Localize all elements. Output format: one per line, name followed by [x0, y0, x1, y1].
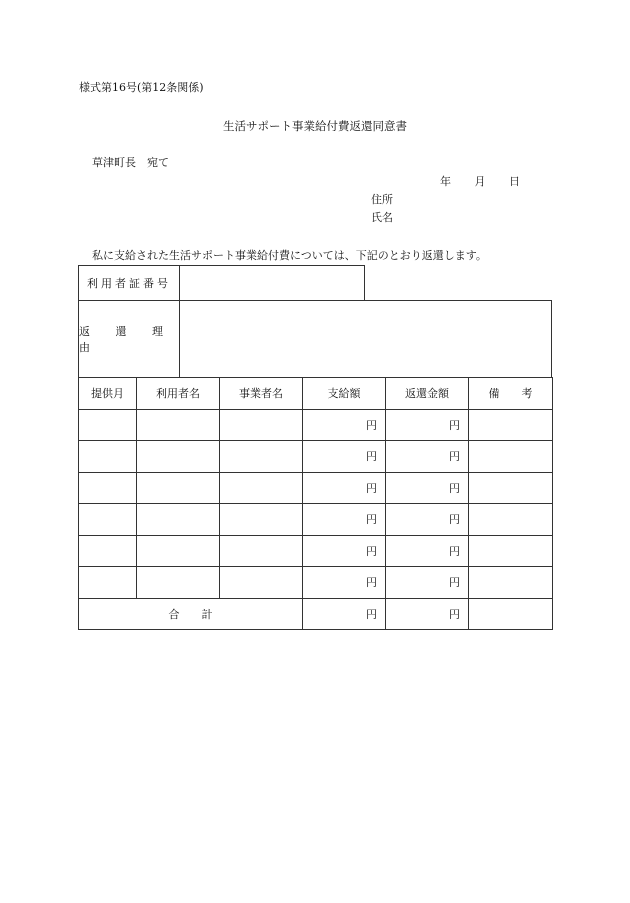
total-remarks	[469, 598, 553, 630]
header-month: 提供月	[79, 378, 137, 410]
cell-user-name[interactable]	[137, 441, 220, 473]
reason-field[interactable]	[78, 300, 552, 378]
total-paid-amount[interactable]: 円	[303, 598, 386, 630]
user-id-label: 利用者証番号	[79, 266, 180, 300]
cell-remarks[interactable]	[469, 535, 553, 567]
cell-user-name[interactable]	[137, 409, 220, 441]
statement-text: 私に支給された生活サポート事業給付費については、下記のとおり返還します。	[92, 249, 487, 262]
name-label: 氏名	[371, 211, 393, 224]
table-row	[79, 441, 553, 473]
cell-paid-amount[interactable]: 円	[303, 441, 386, 473]
cell-return-amount[interactable]: 円	[386, 409, 469, 441]
table-row	[79, 504, 553, 536]
total-return-amount[interactable]: 円	[386, 598, 469, 630]
cell-paid-amount[interactable]: 円	[303, 409, 386, 441]
cell-paid-amount[interactable]: 円	[303, 567, 386, 599]
cell-return-amount[interactable]: 円	[386, 535, 469, 567]
reason-label: 返 還 理 由	[79, 301, 180, 377]
cell-provider-name[interactable]	[220, 567, 303, 599]
cell-paid-amount[interactable]: 円	[303, 472, 386, 504]
date-line: 年 月 日	[440, 175, 520, 188]
table-row	[79, 472, 553, 504]
header-user-name: 利用者名	[137, 378, 220, 410]
total-row	[79, 598, 553, 630]
cell-user-name[interactable]	[137, 504, 220, 536]
cell-month[interactable]	[79, 535, 137, 567]
cell-month[interactable]	[79, 409, 137, 441]
cell-provider-name[interactable]	[220, 441, 303, 473]
total-label: 合 計	[79, 598, 303, 630]
cell-paid-amount[interactable]: 円	[303, 535, 386, 567]
form-number: 様式第16号(第12条関係)	[79, 81, 204, 94]
cell-return-amount[interactable]: 円	[386, 504, 469, 536]
cell-user-name[interactable]	[137, 472, 220, 504]
cell-remarks[interactable]	[469, 472, 553, 504]
user-id-field[interactable]	[78, 265, 365, 301]
table-row	[79, 567, 553, 599]
header-remarks: 備 考	[469, 378, 553, 410]
table-row	[79, 409, 553, 441]
cell-remarks[interactable]	[469, 567, 553, 599]
detail-table	[78, 377, 553, 630]
cell-paid-amount[interactable]: 円	[303, 504, 386, 536]
header-return-amount: 返還金額	[386, 378, 469, 410]
cell-return-amount[interactable]: 円	[386, 472, 469, 504]
cell-provider-name[interactable]	[220, 472, 303, 504]
cell-remarks[interactable]	[469, 504, 553, 536]
cell-remarks[interactable]	[469, 441, 553, 473]
header-paid-amount: 支給額	[303, 378, 386, 410]
cell-user-name[interactable]	[137, 567, 220, 599]
addressee: 草津町長 宛て	[92, 156, 169, 169]
cell-month[interactable]	[79, 567, 137, 599]
cell-provider-name[interactable]	[220, 409, 303, 441]
cell-month[interactable]	[79, 472, 137, 504]
cell-provider-name[interactable]	[220, 535, 303, 567]
cell-month[interactable]	[79, 504, 137, 536]
table-header-row	[79, 378, 553, 410]
address-label: 住所	[371, 193, 393, 206]
cell-user-name[interactable]	[137, 535, 220, 567]
cell-return-amount[interactable]: 円	[386, 441, 469, 473]
cell-remarks[interactable]	[469, 409, 553, 441]
cell-provider-name[interactable]	[220, 504, 303, 536]
document-title: 生活サポート事業給付費返還同意書	[223, 119, 407, 133]
table-row	[79, 535, 553, 567]
cell-return-amount[interactable]: 円	[386, 567, 469, 599]
cell-month[interactable]	[79, 441, 137, 473]
header-provider-name: 事業者名	[220, 378, 303, 410]
